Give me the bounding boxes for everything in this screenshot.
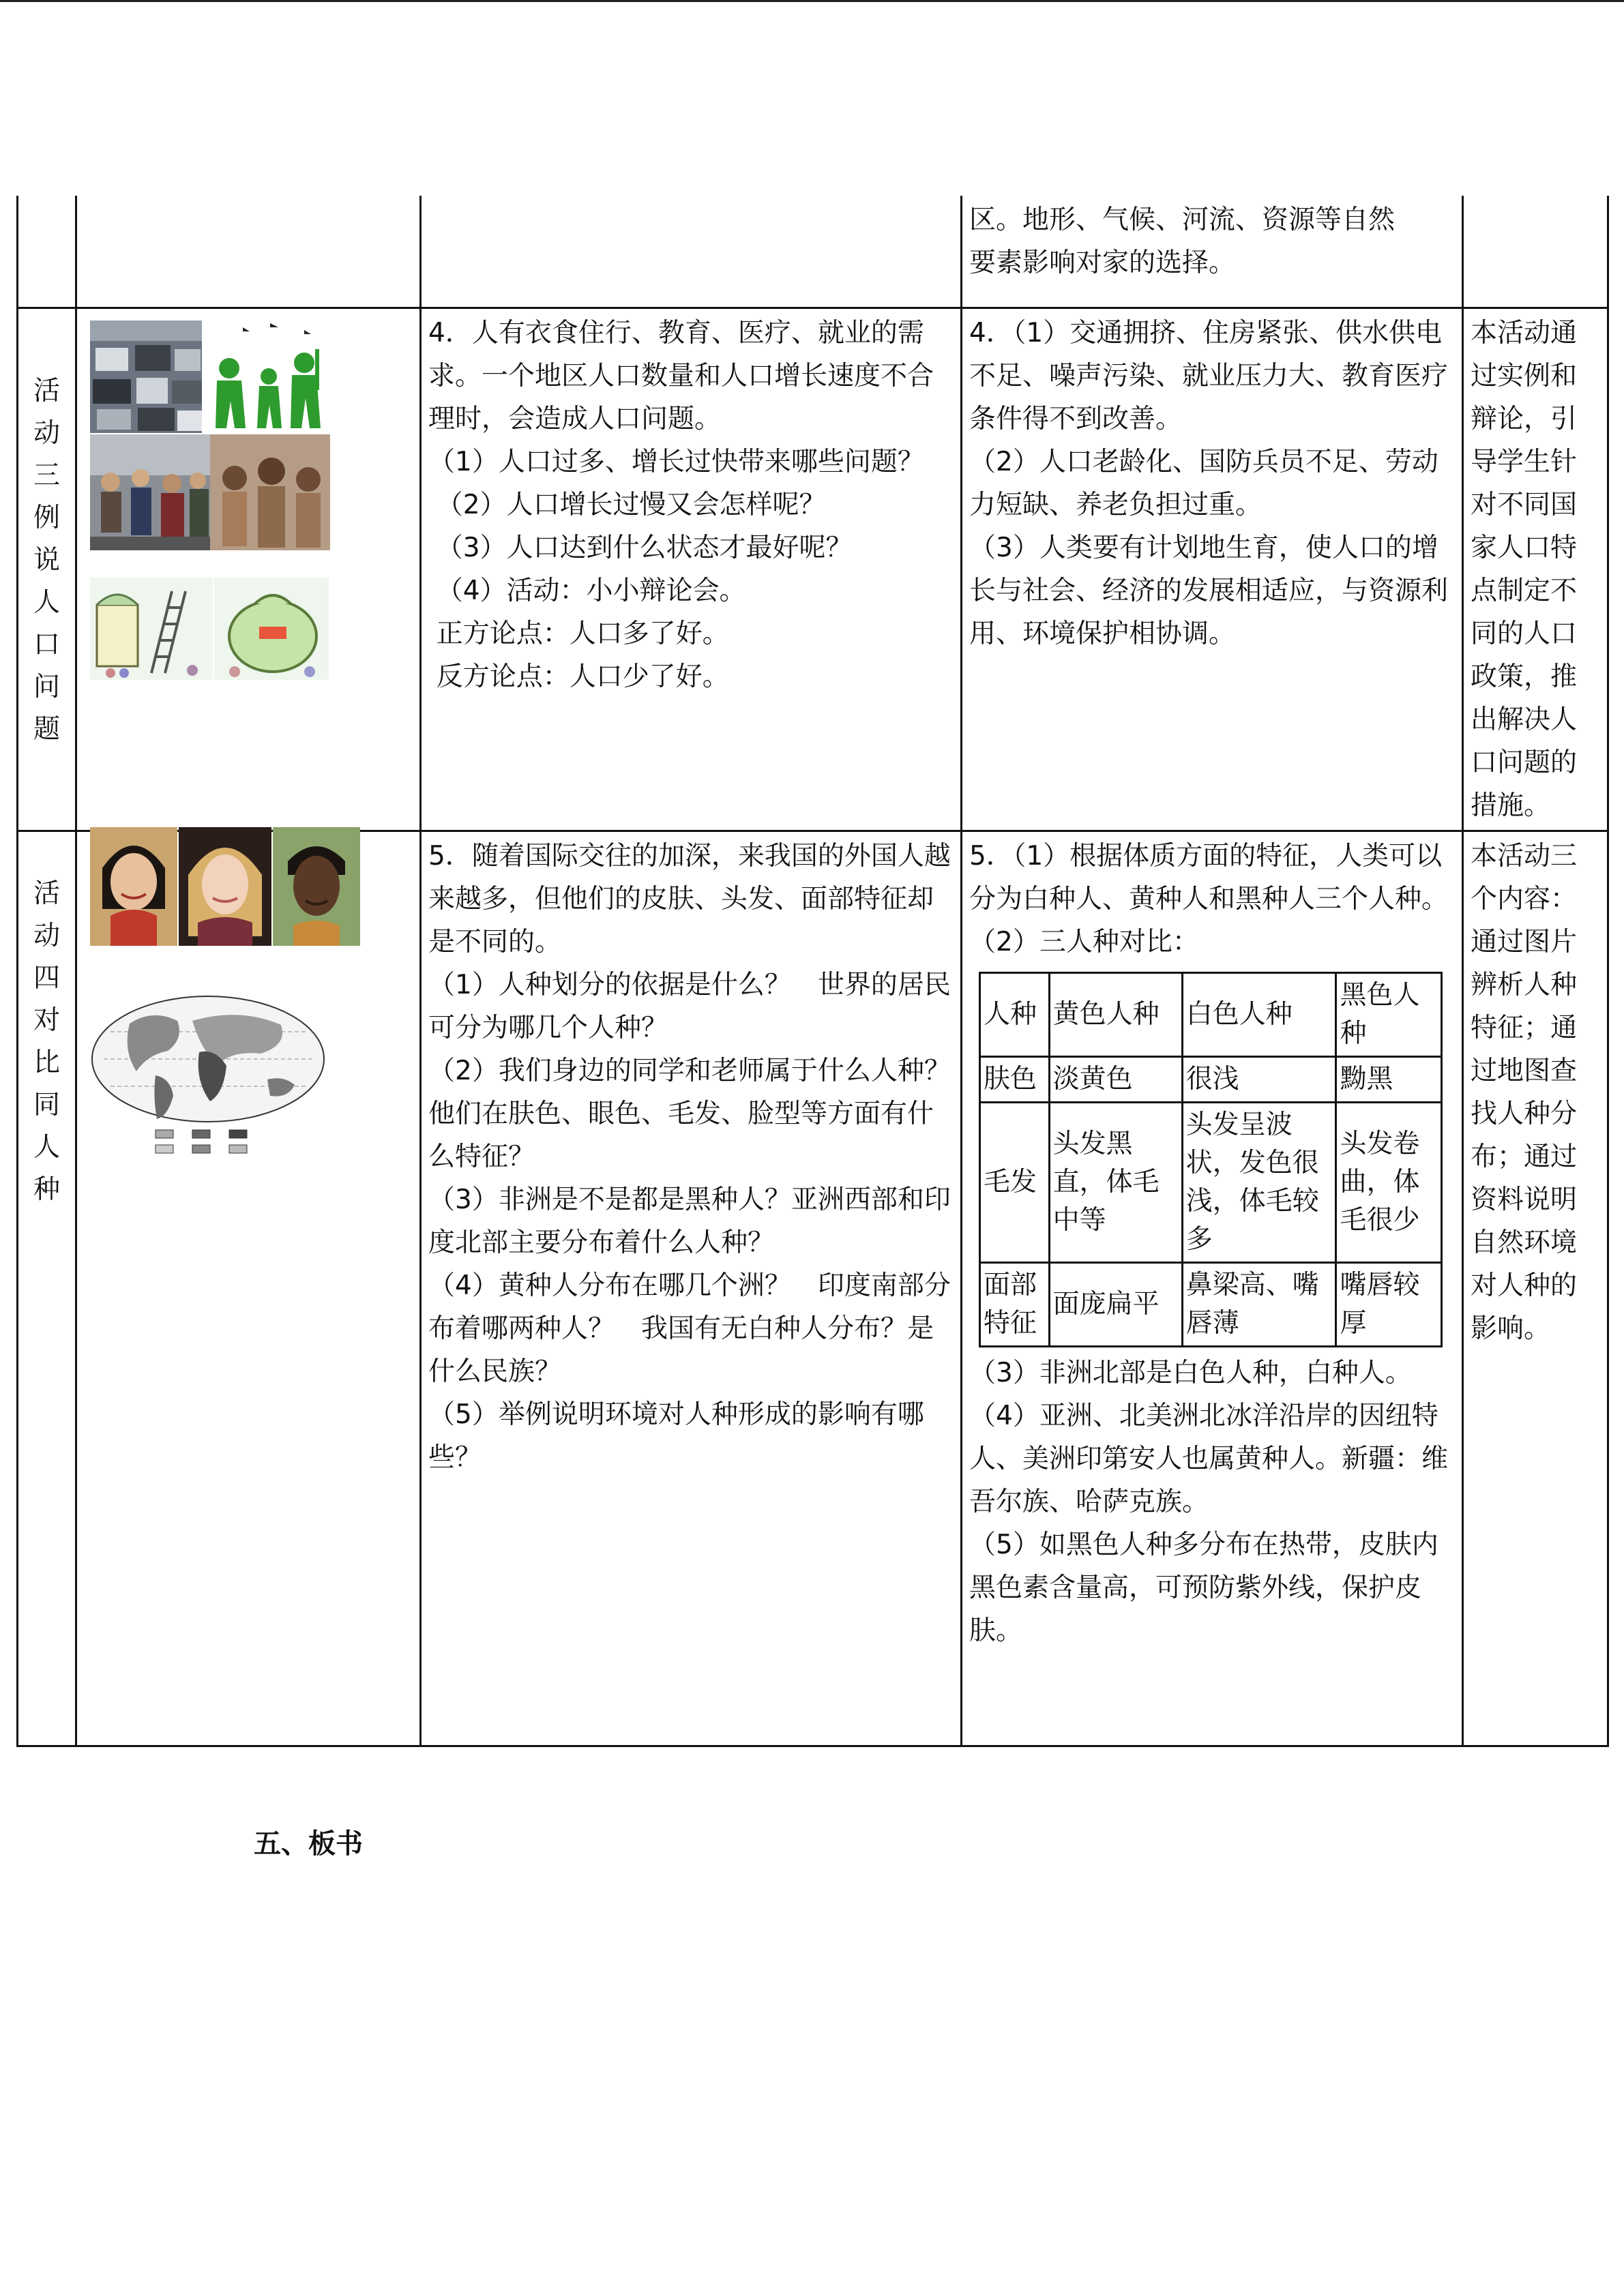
question-intro: 5．随着国际交往的加深，来我国的外国人越来越多，但他们的皮肤、头发、面部特征却是不同的。 (428, 840, 951, 957)
cartoon-ladder (90, 578, 213, 680)
answer-cell-4 (962, 831, 1463, 1746)
design-note: 本活动通过实例和辩论，引导学生针对不同国家人口特点制定不同的人口政策，推出解决人口问题的措施。 (1471, 317, 1578, 821)
race-table-cell: 毛发 (980, 1102, 1050, 1262)
question-item: （3）非洲是不是都是黑种人？亚洲西部和印度北部主要分布着什么人种？ (428, 1184, 951, 1258)
answer-line: 要素影响对家的选择。 (969, 248, 1236, 278)
race-table-cell: 头发呈波状，发色很浅，体毛较多 (1182, 1102, 1336, 1262)
debate-point-pro: 正方论点：人口多了好。 (436, 618, 729, 649)
question-cell-3 (421, 308, 962, 831)
table-row-continued (18, 196, 1608, 308)
section-heading-blackboard: 五、板书 (254, 1828, 363, 1860)
question-item: （3）人口达到什么状态才最好呢？ (436, 532, 853, 563)
children-photo (210, 434, 330, 550)
race-table-row (980, 972, 1442, 1056)
question-item: （1）人种划分的依据是什么？ 世界的居民可分为哪几个人种？ (428, 969, 951, 1043)
answer-item: （2）三人种对比： (969, 926, 1199, 957)
question-item: （5）举例说明环境对人种形成的影响有哪些？ (428, 1399, 924, 1473)
answer-item: 5．（1）根据体质方面的特征，人类可以分为白种人、黄种人和黑种人三个人种。 (969, 840, 1449, 914)
race-table-cell: 淡黄色 (1049, 1056, 1182, 1102)
answer-item: （5）如黑色人种多分布在热带，皮肤内黑色素含量高，可预防紫外线，保护皮肤。 (969, 1529, 1438, 1646)
question-item: （4）活动：小小辩论会。 (436, 575, 746, 606)
question-item: （2）人口增长过慢又会怎样呢？ (436, 489, 826, 520)
question-item: （1）人口过多、增长过快带来哪些问题？ (428, 446, 924, 477)
asian-woman-photo (90, 827, 177, 946)
page-top-border (0, 0, 1624, 2)
cartoon-money-bag (214, 578, 329, 680)
question-item: （4）黄种人分布在哪几个洲？ 印度南部分布着哪两种人？ 我国有无白种人分布？是什么民族？ (428, 1270, 951, 1387)
race-table-row (980, 1262, 1442, 1346)
race-table-cell: 黄色人种 (1049, 972, 1182, 1056)
note-cell-3 (1463, 308, 1608, 831)
race-table-cell: 肤色 (980, 1056, 1050, 1102)
race-table-cell: 头发黑直，体毛中等 (1049, 1102, 1182, 1262)
crowd-photo (90, 434, 210, 550)
question-cell-4 (421, 831, 962, 1746)
race-table-row (980, 1102, 1442, 1262)
note-cell (1463, 196, 1608, 308)
answer-line: 区。地形、气候、河流、资源等自然 (969, 205, 1396, 235)
african-girl-photo (273, 827, 360, 946)
traffic-photo (90, 320, 203, 433)
race-table-cell: 人种 (980, 972, 1050, 1056)
race-table-row (980, 1056, 1442, 1102)
answer-item: （2）人口老龄化、国防兵员不足、劳动力短缺、养老负担过重。 (969, 446, 1438, 520)
debate-point-con: 反方论点：人口少了好。 (436, 661, 729, 692)
race-table-cell: 很浅 (1182, 1056, 1336, 1102)
race-table-cell: 头发卷曲，体毛很少 (1336, 1102, 1442, 1262)
world-race-map (90, 994, 326, 1164)
race-comparison-table (979, 972, 1443, 1347)
activity-cell (18, 196, 76, 308)
image-cell-4 (76, 831, 421, 1746)
activity-label-3: 活 动 三 例 说 人 口 问 题 (18, 308, 76, 831)
race-table-cell: 黝黑 (1336, 1056, 1442, 1102)
note-cell-4 (1463, 831, 1608, 1746)
race-table-cell: 白色人种 (1182, 972, 1336, 1056)
answer-cell (962, 196, 1463, 308)
design-note: 本活动三个内容：通过图片辨析人种特征；通过地图查找人种分布；通过资料说明自然环境对人种的影响。 (1471, 840, 1578, 1344)
answer-item: （4）亚洲、北美洲北冰洋沿岸的因纽特人、美洲印第安人也属黄种人。新疆：维吾尔族、哈萨克族。 (969, 1400, 1449, 1517)
race-table-cell: 面庞扁平 (1049, 1262, 1182, 1346)
white-woman-photo (179, 827, 271, 946)
answer-item: （3）人类要有计划地生育，使人口的增长与社会、经济的发展相适应，与资源利用、环境保护相协调。 (969, 532, 1449, 649)
question-intro: 4．人有衣食住行、教育、医疗、就业的需求。一个地区人口数量和人口增长速度不合理时，会造成人口问题。 (428, 317, 934, 434)
race-table-cell: 黑色人种 (1336, 972, 1442, 1056)
answer-cell-3 (962, 308, 1463, 831)
question-item: （2）我们身边的同学和老师属于什么人种？他们在肤色、眼色、毛发、脸型等方面有什么特征？ (428, 1055, 951, 1172)
answer-item: （3）非洲北部是白色人种，白种人。 (969, 1357, 1412, 1388)
activity-label-4: 活 动 四 对 比 同 人 种 (18, 831, 76, 1746)
race-table-cell: 面部特征 (980, 1262, 1050, 1346)
question-cell (421, 196, 962, 308)
table-row-activity-4 (18, 831, 1608, 1746)
race-table-cell: 鼻梁高、嘴唇薄 (1182, 1262, 1336, 1346)
race-table-cell: 嘴唇较厚 (1336, 1262, 1442, 1346)
answer-item: 4．（1）交通拥挤、住房紧张、供水供电不足、噪声污染、就业压力大、教育医疗条件得不到改善。 (969, 317, 1449, 434)
soldiers-silhouette-icon (202, 320, 331, 433)
image-cell (76, 196, 421, 308)
